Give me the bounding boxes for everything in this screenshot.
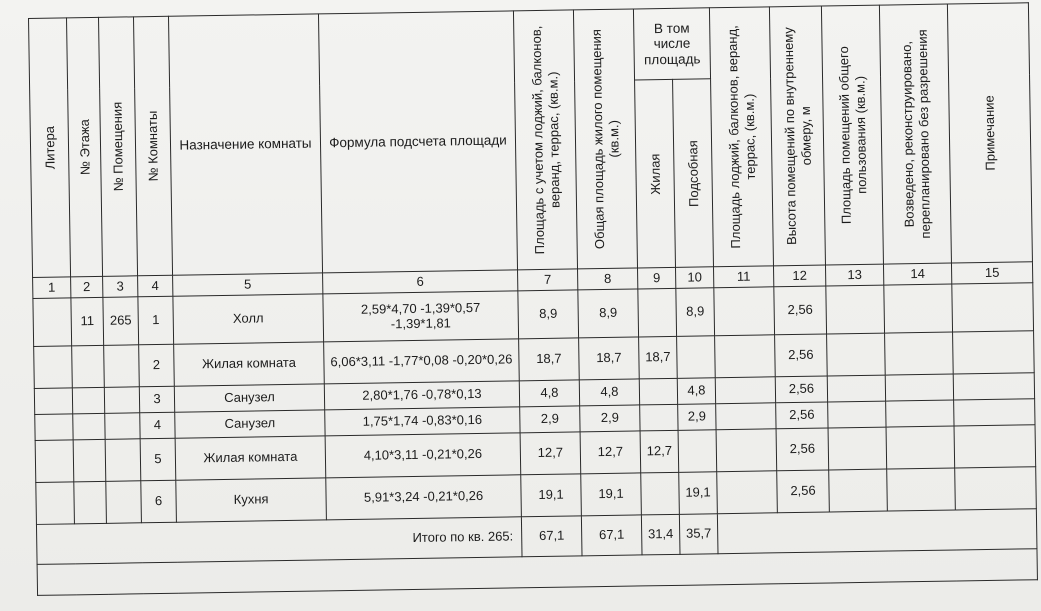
col-number: 4 [138, 275, 173, 297]
cell-room: 1 [138, 296, 174, 345]
cell-height: 2,56 [776, 428, 829, 471]
col-number: 15 [951, 262, 1032, 284]
cell-formula: 4,10*3,11 -0,21*0,26 [325, 433, 521, 478]
cell-height: 2,56 [775, 376, 827, 403]
cell-balcony [716, 403, 776, 430]
cell-area-total: 4,8 [519, 380, 579, 407]
cell-formula: 1,75*1,74 -0,83*0,16 [325, 407, 520, 436]
cell-area-general: 12,7 [580, 431, 641, 474]
col-number: 3 [103, 276, 138, 298]
cell-formula: 2,59*4,70 -1,39*0,57 -1,39*1,81 [323, 291, 519, 342]
total-empty [717, 509, 1037, 554]
cell-area-general: 4,8 [579, 379, 639, 406]
cell-living [638, 288, 677, 337]
col-number: 14 [883, 263, 951, 285]
cell-purpose: Санузел [174, 384, 324, 412]
cell-height: 2,56 [777, 470, 830, 513]
col-number: 8 [578, 268, 638, 290]
total-living: 31,4 [641, 514, 680, 555]
cell-floor [72, 345, 105, 387]
header-living: Жилая [635, 80, 676, 268]
cell-height: 2,56 [776, 402, 828, 429]
total-area-general: 67,1 [581, 515, 642, 556]
cell-purpose: Жилая комната [174, 342, 325, 386]
cell-room: 4 [140, 412, 175, 439]
total-label: Итого по кв. 265: [36, 517, 522, 565]
cell-area-total: 18,7 [519, 338, 580, 381]
cell-note [953, 373, 1034, 400]
header-premise: № Помещения [98, 17, 137, 277]
cell-balcony [715, 335, 776, 378]
premises-area-table [28, 2, 1038, 596]
header-unauthorized: Возведено, реконструировано, перепланировано без разрешения [879, 4, 951, 264]
header-general-area: Общая площадь жилого помещения (кв.м.) [573, 9, 637, 269]
col-number: 9 [638, 267, 676, 289]
cell-premise [104, 387, 139, 414]
cell-premise [105, 439, 141, 482]
cell-area-general: 18,7 [579, 337, 640, 380]
cell-area-total: 8,9 [518, 290, 579, 339]
cell-note [955, 467, 1037, 510]
cell-height: 2,56 [774, 286, 827, 335]
cell-premise [105, 413, 140, 440]
cell-room: 5 [140, 438, 176, 481]
cell-unauthorized [885, 374, 953, 401]
cell-floor [74, 481, 107, 523]
col-number: 10 [675, 267, 713, 289]
cell-formula: 5,91*3,24 -0,21*0,26 [326, 475, 522, 520]
header-note: Примечание [947, 3, 1032, 263]
cell-unauthorized [886, 400, 954, 427]
cell-living [639, 378, 677, 405]
cell-living: 12,7 [640, 430, 679, 473]
cell-litera [34, 388, 72, 415]
total-area-total: 67,1 [521, 516, 582, 557]
header-area-with-balconies: Площадь с учетом лоджий, балконов, веранд, террас, (кв.м.) [513, 10, 577, 270]
cell-balcony [714, 287, 775, 336]
cell-area-total: 19,1 [521, 474, 582, 517]
cell-purpose: Жилая комната [175, 436, 326, 480]
cell-litera [35, 414, 73, 441]
cell-purpose: Санузел [175, 410, 325, 438]
cell-room: 2 [139, 344, 175, 387]
cell-room: 3 [139, 386, 174, 413]
cell-litera [33, 298, 72, 347]
cell-common [827, 375, 885, 402]
cell-purpose: Холл [173, 294, 324, 344]
cell-floor: 11 [71, 297, 104, 345]
cell-floor [72, 387, 104, 413]
cell-balcony [716, 429, 777, 472]
header-formula: Формула подсчета площади [318, 11, 517, 273]
cell-living: 18,7 [639, 336, 678, 379]
cell-unauthorized [887, 468, 956, 511]
cell-living [640, 404, 678, 431]
cell-floor [73, 413, 105, 439]
cell-note [954, 425, 1036, 468]
col-number: 5 [173, 273, 323, 296]
header-row-1 [29, 3, 1030, 90]
cell-premise: 265 [103, 297, 139, 346]
cell-common [827, 333, 886, 376]
header-floor: № Этажа [67, 17, 103, 276]
cell-area-total: 12,7 [520, 432, 581, 475]
cell-common [828, 427, 887, 470]
cell-height: 2,56 [775, 334, 828, 377]
cell-formula: 2,80*1,76 -0,78*0,13 [324, 381, 519, 410]
cell-note [954, 399, 1035, 426]
cell-common [826, 285, 885, 334]
cell-litera [36, 482, 75, 525]
cell-purpose: Кухня [176, 478, 327, 522]
cell-room: 6 [141, 480, 177, 523]
col-number: 12 [774, 265, 826, 287]
header-height: Высота помещений по внутреннему обмеру, м [769, 6, 825, 266]
header-including-area: В том числе площадь [633, 8, 710, 80]
cell-auxiliary: 19,1 [679, 472, 718, 515]
col-number: 7 [518, 269, 578, 291]
cell-auxiliary: 8,9 [676, 288, 715, 337]
header-common-area: Площадь помещений общего пользования (кв.м.) [821, 5, 883, 265]
cell-area-general: 8,9 [578, 289, 639, 338]
header-auxiliary: Подсобная [673, 79, 714, 267]
col-number: 1 [33, 277, 71, 299]
col-number: 11 [714, 266, 774, 288]
cell-note [952, 283, 1034, 332]
table-wrapper [28, 2, 1038, 596]
cell-living [641, 472, 680, 515]
cell-premise [104, 345, 140, 388]
total-auxiliary: 35,7 [679, 514, 718, 555]
cell-area-total: 2,9 [520, 406, 580, 433]
cell-note [953, 331, 1035, 374]
cell-balcony [715, 377, 775, 404]
cell-unauthorized [884, 284, 953, 333]
cell-premise [106, 481, 142, 524]
cell-balcony [717, 471, 778, 514]
col-number: 13 [825, 264, 883, 286]
cell-litera [35, 440, 74, 483]
cell-auxiliary: 4,8 [677, 378, 715, 405]
cell-auxiliary [678, 430, 717, 473]
cell-area-general: 19,1 [581, 473, 642, 516]
cell-unauthorized [885, 332, 954, 375]
cell-litera [34, 346, 73, 389]
cell-common [828, 401, 886, 428]
header-room: № Комнаты [133, 16, 172, 276]
cell-formula: 6,06*3,11 -1,77*0,08 -0,20*0,26 [324, 339, 520, 384]
cell-auxiliary [677, 336, 716, 379]
header-room-purpose: Назначение комнаты [168, 14, 322, 275]
cell-common [829, 469, 888, 512]
header-litera: Литера [29, 18, 71, 278]
col-number: 2 [71, 276, 103, 298]
cell-unauthorized [886, 426, 955, 469]
header-balcony-area: Площадь лоджий, балконов, веранд, террас, (кв.м.) [709, 7, 773, 267]
cell-auxiliary: 2,9 [678, 404, 716, 431]
cell-floor [73, 439, 106, 481]
col-number: 6 [323, 270, 518, 294]
cell-area-general: 2,9 [580, 405, 640, 432]
